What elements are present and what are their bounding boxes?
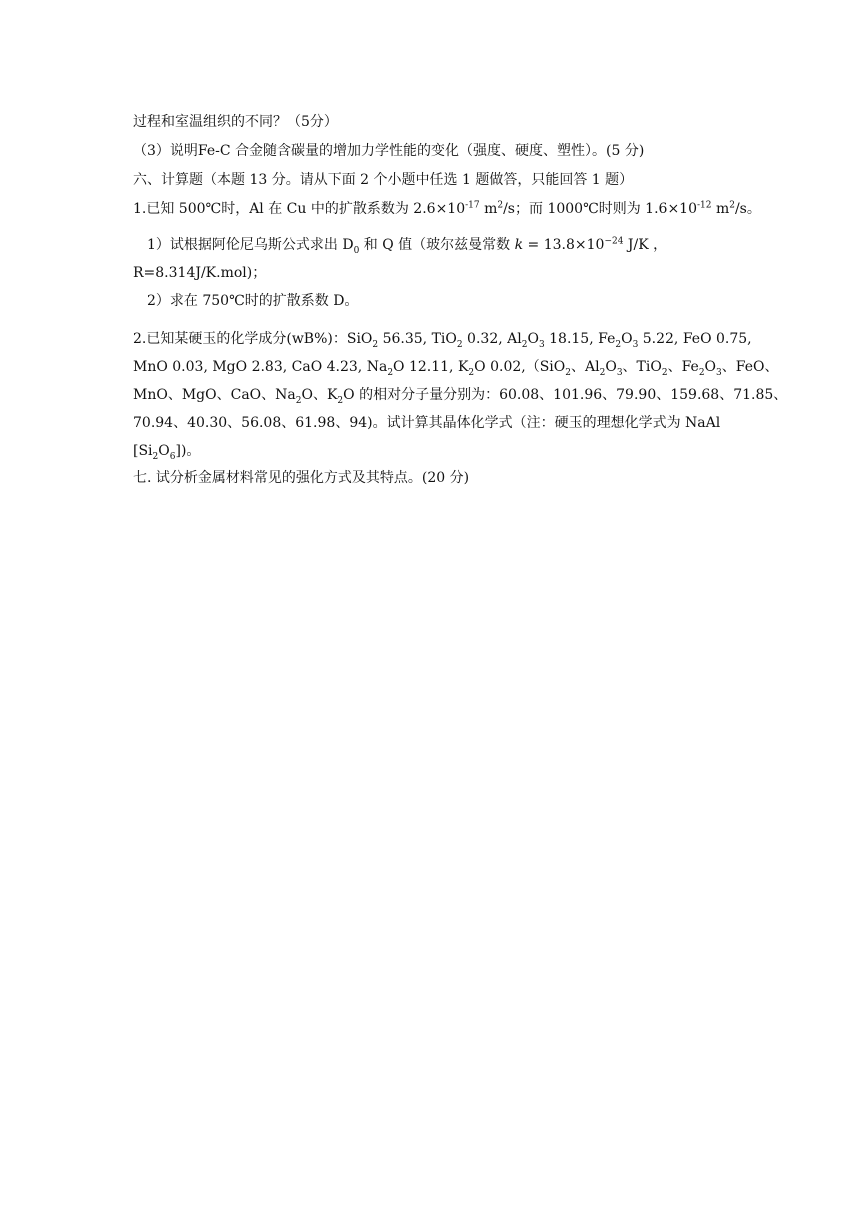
text-line-problem-1: 1.已知 500℃时，Al 在 Cu 中的扩散系数为 $2.6\times 10^{-17}$ $m^2/s$；而 1000℃时则为 $1.6\times 10^{-12}$ $m^2/s$。 bbox=[133, 200, 761, 217]
text-line-question-3: （3）说明Fe-C 合金随含碳量的增加力学性能的变化（强度、硬度、塑性）。(5 分) bbox=[133, 143, 645, 159]
text-line-problem-2-cont-1: MnO 0.03, MgO 2.83, CaO 4.23, $Na_2O$ 12.11, $K_2O$ 0.02,（SiO$_2$、$Al_2O_3$、TiO$_2$、$Fe_2O_3$、FeO、 bbox=[133, 359, 779, 378]
text-line-gas-constant: R=8.314J/K.mol)； bbox=[133, 265, 267, 281]
text-line-problem-2-cont-3: 70.94、40.30、56.08、61.98、94)。试计算其晶体化学式（注：硬玉的理想化学式为 NaAl bbox=[133, 415, 721, 431]
section-heading-calculation: 六、计算题（本题 13 分。请从下面 2 个小题中任选 1 题做答，只能回答 1 题） bbox=[133, 172, 634, 188]
text-line-process-difference: 过程和室温组织的不同？（5分） bbox=[133, 114, 338, 130]
text-line-problem-2: 2.已知某硬玉的化学成分(wB%)：SiO$_2$ 56.35, TiO$_2$ 0.32, $Al_2O_3$ 18.15, $Fe_2O_3$ 5.22, FeO 0.75, bbox=[133, 331, 752, 350]
text-line-problem-1-part-2: 2）求在 750℃时的扩散系数 D。 bbox=[147, 293, 359, 309]
text-line-problem-1-part-1: 1）试根据阿伦尼乌斯公式求出 $D_0$ 和 Q 值（玻尔兹曼常数 $k = 13.8\times 10^{-24}$ J/K ， bbox=[147, 236, 668, 256]
text-line-ideal-formula: $[Si_2O_6]$)。 bbox=[133, 443, 201, 462]
section-heading-strengthening: 七. 试分析金属材料常见的强化方式及其特点。(20 分) bbox=[133, 470, 470, 486]
text-line-problem-2-cont-2: MnO、MgO、CaO、$Na_2O$、$K_2O$ 的相对分子量分别为：60.08、101.96、79.90、159.68、71.85、 bbox=[133, 387, 788, 406]
